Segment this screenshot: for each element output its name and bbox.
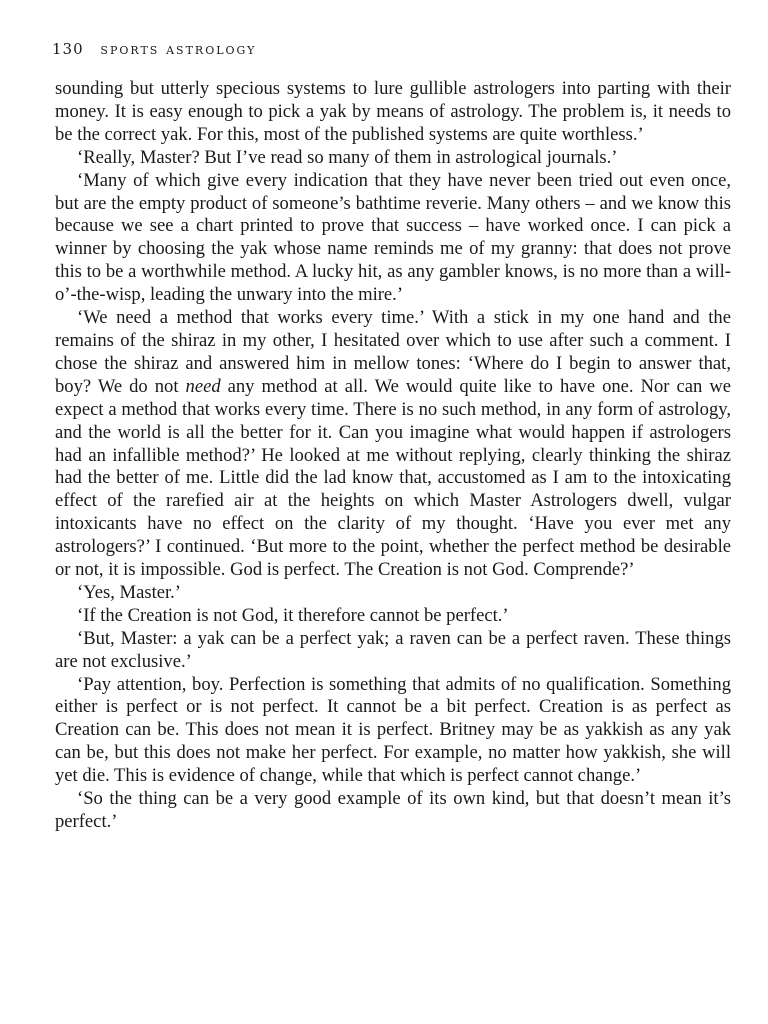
paragraph: ‘Pay attention, boy. Perfection is something that admits of no qualification. Something either is perfect or is not perfect. It cannot be a bit perfect. Creation is as perfect as Creation can be. This does not mean it is perfect. Britney may be as yakkish as any yak can be, but this does not make her perfect. For example, no matter how yakkish, she will yet die. This is evidence of change, while that which is perfect cannot change.’ — [55, 673, 731, 787]
paragraph: ‘But, Master: a yak can be a perfect yak; a raven can be a perfect raven. These things are not exclusive.’ — [55, 627, 731, 672]
paragraph: ‘So the thing can be a very good example of its own kind, but that doesn’t mean it’s perfect.’ — [55, 788, 731, 832]
body-text — [55, 78, 731, 834]
paragraph: ‘Really, Master? But I’ve read so many of them in astrological journals.’ — [77, 146, 618, 168]
paragraph: ‘Yes, Master.’ — [77, 581, 181, 603]
paragraph: ‘If the Creation is not God, it therefore cannot be perfect.’ — [77, 604, 509, 626]
page-number: 130 — [52, 40, 84, 58]
emphasized-word: need — [185, 375, 221, 397]
paragraph-text: any method at all. We would quite like to have one. Nor can we expect a method that works every time. There is no such method, in any form of astrology, and the world is all the better for it. Can you imagine what would happen if astrologers had an infallible method?’ He looked at me without replying, clearly thinking the shiraz had the better of me. Little did the lad know that, accustomed as I am to the intoxicating effect of the rarefied air at the heights on which Master Astrologers dwell, vulgar intoxicants have no effect on the clarity of my thought. ‘Have you ever met any astrologers?’ I continued. ‘But more to the point, whether the perfect method be desirable or not, it is impossible. God is perfect. The Creation is not God. Comprende?’ — [55, 375, 731, 581]
paragraph — [55, 307, 731, 582]
running-head — [52, 40, 256, 58]
paragraph: ‘Many of which give every indication that they have never been tried out even once, but are the empty product of someone’s bathtime reverie. Many others – and we know this because we see a chart printed to prove that success – have worked once. I can pick a winner by choosing the yak whose name reminds me of my granny: that does not prove this to be a worthwhile method. A lucky hit, as any gambler knows, is no more than a will-o’-the-wisp, leading the unwary into the mire.’ — [55, 169, 731, 306]
paragraph: sounding but utterly specious systems to lure gullible astrologers into parting with their money. It is easy enough to pick a yak by means of astrology. The problem is, it needs to be the correct yak. For this, most of the published systems are quite worthless.’ — [55, 78, 731, 145]
running-title: sports astrology — [100, 40, 257, 58]
paragraph-text: ‘We need a method that works every time.’ With a stick in my one hand and the remains of the shiraz in my other, I hesitated over which to use after such a comment. I chose the shiraz and answered him in mellow tones: ‘Where do I begin to answer that, boy? We do not — [55, 307, 731, 397]
